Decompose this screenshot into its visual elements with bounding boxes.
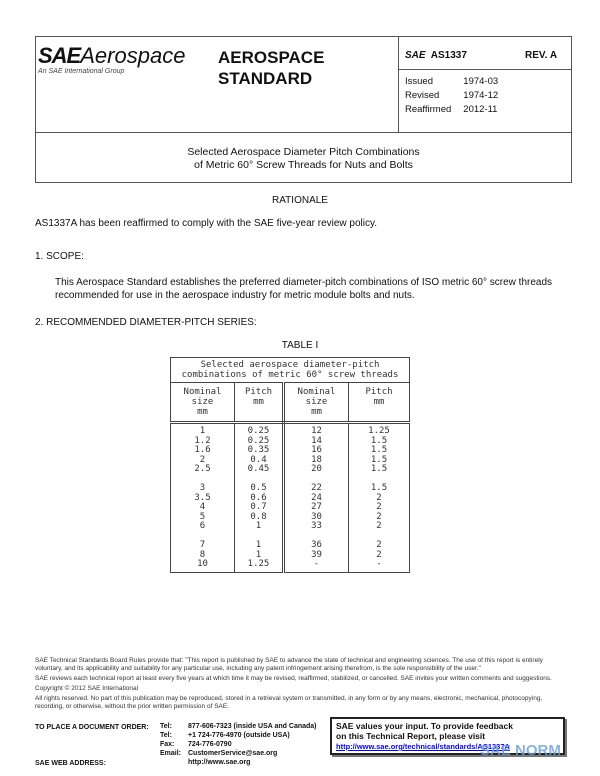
col-header: Nominal size mm bbox=[171, 383, 235, 423]
sae-norm-watermark: SAE NORM bbox=[480, 742, 561, 759]
cell-group: 1 1.2 1.6 2 2.5 bbox=[194, 426, 211, 474]
doc-number bbox=[405, 50, 467, 61]
contact-table bbox=[160, 722, 317, 767]
table-body bbox=[171, 423, 410, 573]
footer-review: SAE reviews each technical report at least every five years at which time it may be revised, reaffirmed, stabilized, or cancelled. SAE invites your written comments and suggestions. bbox=[35, 675, 552, 682]
feedback-line1: SAE values your input. To provide feedback bbox=[336, 721, 513, 731]
feedback-line2: on this Technical Report, please visit bbox=[336, 731, 486, 741]
date-label: Reaffirmed bbox=[405, 104, 452, 115]
logo-word: Aerospace bbox=[80, 43, 186, 68]
rationale-text: AS1337A has been reaffirmed to comply with the SAE five-year review policy. bbox=[35, 218, 378, 229]
caption-line1: Selected aerospace diameter-pitch bbox=[200, 360, 380, 370]
contact-key: Fax: bbox=[160, 741, 175, 748]
date-value: 1974-03 bbox=[463, 76, 499, 87]
footer-copyright: Copyright © 2012 SAE International bbox=[35, 685, 139, 692]
doc-number-text: AS1337 bbox=[430, 50, 467, 61]
order-info bbox=[35, 723, 149, 732]
contact-key: Email: bbox=[160, 750, 182, 757]
scope-text: This Aerospace Standard establishes the preferred diameter-pitch combinations of ISO metric 60° screw threads recommended for use in the aerospace industry for metric module bolts and nuts. bbox=[55, 277, 553, 301]
col-size-2 bbox=[284, 423, 349, 573]
web-label: SAE WEB ADDRESS: bbox=[35, 760, 106, 767]
scope-heading: 1. SCOPE: bbox=[35, 251, 84, 262]
cell-group: 1.25 1.5 1.5 1.5 1.5 bbox=[368, 426, 390, 474]
contact-value: 724-776-0790 bbox=[188, 741, 232, 748]
col-header: Nominal size mm bbox=[284, 383, 349, 423]
cell-group: 3 3.5 4 5 6 bbox=[194, 483, 211, 531]
doc-logo: SAE bbox=[405, 50, 426, 61]
table-label: TABLE I bbox=[281, 340, 319, 351]
col-header: Pitch mm bbox=[235, 383, 284, 423]
cell-group: 0.5 0.6 0.7 0.8 1 bbox=[250, 483, 267, 531]
cell-group: 1.5 2 2 2 2 bbox=[370, 483, 388, 531]
std-line2: STANDARD bbox=[218, 69, 313, 88]
date-label: Issued bbox=[405, 76, 433, 87]
cell-group: 0.25 0.25 0.35 0.4 0.45 bbox=[247, 426, 270, 474]
footer-rights: All rights reserved. No part of this publication may be reproduced, stored in a retrieval system or transmitted, in any form or by any means, electronic, mechanical, photocopying, recording, or otherwise, without the prior written permission of SAE. bbox=[35, 695, 543, 710]
dates-table bbox=[403, 74, 510, 118]
cell-group: 22 24 27 30 33 bbox=[311, 483, 322, 531]
web-address-link[interactable]: http://www.sae.org bbox=[188, 759, 251, 766]
cell-group: 1 1 1.25 bbox=[247, 540, 270, 569]
order-label: TO PLACE A DOCUMENT ORDER: bbox=[35, 724, 149, 731]
col-header: Pitch mm bbox=[349, 383, 410, 423]
feedback-link[interactable]: http://www.sae.org/technical/standards/AS1337A bbox=[336, 742, 510, 751]
rationale-heading: RATIONALE bbox=[272, 195, 328, 206]
col-pitch-1 bbox=[235, 423, 284, 573]
footer-notes bbox=[35, 657, 572, 713]
logo-tagline: An SAE International Group bbox=[38, 68, 125, 75]
revision: REV. A bbox=[525, 50, 558, 61]
title-line1: Selected Aerospace Diameter Pitch Combinations bbox=[187, 146, 420, 158]
document-type bbox=[218, 47, 324, 89]
caption-line2: combinations of metric 60° screw threads bbox=[181, 370, 399, 380]
footer-rules: SAE Technical Standards Board Rules provide that: "This report is published by SAE to advance the state of technical and engineering sciences. The use of this report is entirely voluntary, and its applicability and suitability for any particular use, including any patent infringement arising therefrom, is the sole responsibility of the user." bbox=[35, 657, 543, 672]
contact-key: Tel: bbox=[160, 723, 172, 730]
contact-email[interactable]: CustomerService@sae.org bbox=[188, 750, 278, 757]
document-title bbox=[35, 146, 572, 172]
title-line2: of Metric 60° Screw Threads for Nuts and Bolts bbox=[194, 159, 413, 171]
date-label: Revised bbox=[405, 90, 440, 101]
cell-group: 2 2 - bbox=[376, 540, 382, 569]
contact-value: 877-606-7323 (inside USA and Canada) bbox=[188, 723, 317, 730]
cell-group: 36 39 - bbox=[311, 540, 322, 569]
col-pitch-2 bbox=[349, 423, 410, 573]
contact-key: Tel: bbox=[160, 732, 172, 739]
contact-value: +1 724-776-4970 (outside USA) bbox=[188, 732, 290, 739]
series-heading: 2. RECOMMENDED DIAMETER-PITCH SERIES: bbox=[35, 317, 257, 328]
table-caption bbox=[171, 358, 410, 383]
logo-brand: SAE bbox=[38, 43, 81, 68]
col-size-1 bbox=[171, 423, 235, 573]
date-value: 1974-12 bbox=[463, 90, 499, 101]
std-line1: AEROSPACE bbox=[218, 48, 325, 67]
date-value: 2012-11 bbox=[463, 104, 498, 115]
diameter-pitch-table bbox=[170, 357, 410, 573]
sae-aerospace-logo bbox=[38, 43, 185, 69]
cell-group: 7 8 10 bbox=[197, 540, 208, 569]
cell-group: 12 14 16 18 20 bbox=[311, 426, 322, 474]
